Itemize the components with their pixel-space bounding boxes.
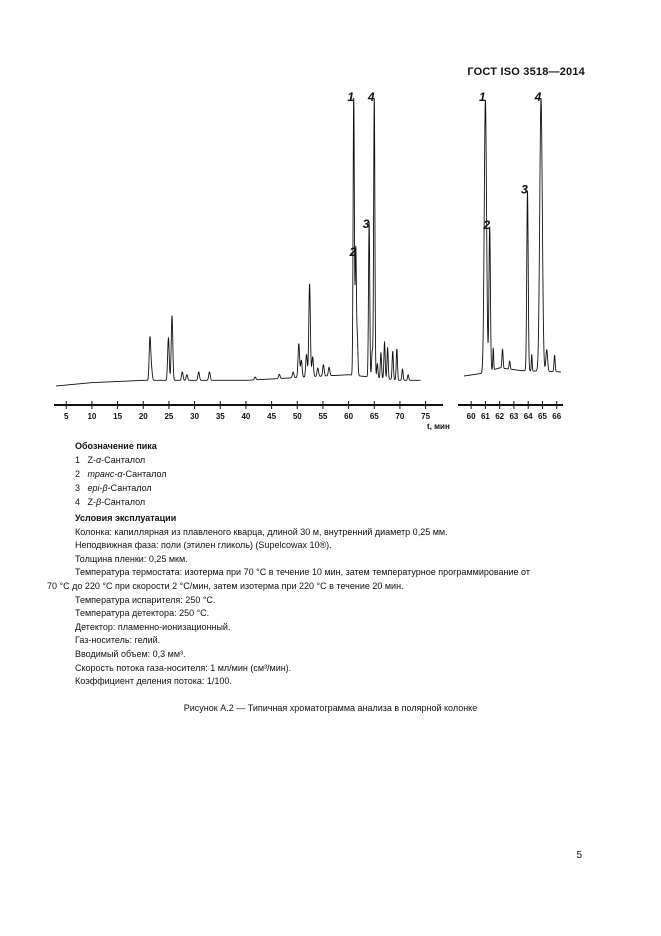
condition-film: Толщина пленки: 0,25 мкм. <box>75 553 188 564</box>
legend-item <box>75 467 167 481</box>
condition-phase: Неподвижная фаза: поли (этилен гликоль) (Supelcowax 10®). <box>75 540 332 551</box>
x-tick-label: 60 <box>344 412 354 421</box>
legend-item-italic: epi-β <box>87 483 108 493</box>
operating-conditions <box>47 512 595 689</box>
peak-label: 2 <box>349 245 357 260</box>
page-number: 5 <box>576 850 582 861</box>
condition-oven-line-2: 70 °С до 220 °С при скорости 2 °С/мин, затем изотерма при 220 °С в течение 20 мин. <box>47 580 404 591</box>
peak-label: 1 <box>479 90 486 104</box>
legend-item-number: 2 <box>75 469 81 479</box>
x-tick-label: 50 <box>292 412 302 421</box>
x-tick-label: 66 <box>552 412 562 421</box>
x-tick-label: 60 <box>466 412 476 421</box>
x-tick-label: 20 <box>138 412 148 421</box>
x-tick-label: 40 <box>241 412 251 421</box>
legend-item-number: 4 <box>75 497 81 507</box>
document-header: ГОСТ ISO 3518—2014 <box>467 66 585 78</box>
x-tick-label: 65 <box>369 412 379 421</box>
legend-item-suffix: -Санталол <box>101 455 146 465</box>
legend-item-number: 1 <box>75 455 81 465</box>
peak-label: 3 <box>362 216 370 231</box>
condition-injector: Температура испарителя: 250 °С. <box>75 594 216 605</box>
chromatogram-figure <box>0 0 661 440</box>
peak-label: 1 <box>347 90 355 104</box>
x-tick-label: 61 <box>480 412 490 421</box>
figure-caption: Рисунок А.2 — Типичная хроматограмма анализа в полярной колонке <box>183 703 478 713</box>
legend-item-suffix: -Санталол <box>122 469 167 479</box>
x-tick-label: 70 <box>395 412 405 421</box>
x-tick-label: 45 <box>267 412 277 421</box>
main-chromatogram <box>54 90 450 431</box>
peak-label: 3 <box>521 182 528 197</box>
legend-item-italic: транс-α <box>87 469 123 479</box>
legend-item-prefix: Z- <box>87 455 97 465</box>
signal-trace <box>464 99 561 376</box>
x-axis-label: t, мин <box>427 422 450 431</box>
condition-detector-temp: Температура детектора: 250 °С. <box>75 608 210 619</box>
x-tick-label: 75 <box>421 412 431 421</box>
x-tick-label: 15 <box>113 412 123 421</box>
legend-item-suffix: -Санталол <box>107 483 152 493</box>
x-tick-label: 65 <box>538 412 547 421</box>
zoomed-chromatogram <box>458 90 563 421</box>
x-tick-label: 10 <box>87 412 97 421</box>
legend-item-prefix: Z- <box>87 497 97 507</box>
legend-item-italic: β <box>96 497 102 507</box>
x-tick-label: 30 <box>190 412 200 421</box>
legend-item <box>75 495 167 509</box>
peak-label: 4 <box>534 90 542 104</box>
condition-detector: Детектор: пламенно-ионизационный. <box>75 621 231 632</box>
peak-legend <box>75 439 167 509</box>
x-tick-label: 62 <box>495 412 505 421</box>
legend-item-italic: α <box>96 455 102 465</box>
signal-trace <box>56 98 420 386</box>
condition-oven-line-1: Температура термостата: изотерма при 70 °С в течение 10 мин, затем температурное программирование от <box>75 567 530 578</box>
legend-title: Обозначение пика <box>75 441 157 451</box>
conditions-title: Условия эксплуатации <box>75 513 177 523</box>
legend-item <box>75 481 167 495</box>
legend-item-number: 3 <box>75 483 81 493</box>
condition-column: Колонка: капиллярная из плавленого кварца, длиной 30 м, внутренний диаметр 0,25 мм. <box>75 526 448 537</box>
legend-item-suffix: -Санталол <box>101 497 146 507</box>
condition-flow: Скорость потока газа-носителя: 1 мл/мин (см³/мин). <box>75 662 292 673</box>
x-tick-label: 25 <box>164 412 174 421</box>
x-tick-label: 64 <box>523 412 533 421</box>
peak-label: 4 <box>367 90 375 104</box>
x-tick-label: 55 <box>318 412 328 421</box>
x-tick-label: 63 <box>509 412 519 421</box>
condition-volume: Вводимый объем: 0,3 мм³. <box>75 648 186 659</box>
peak-label: 2 <box>483 217 491 232</box>
legend-item <box>75 453 167 467</box>
condition-carrier: Газ-носитель: гелий. <box>75 635 161 646</box>
condition-split: Коэффициент деления потока: 1/100. <box>75 676 232 687</box>
x-tick-label: 35 <box>215 412 225 421</box>
x-tick-label: 5 <box>64 412 69 421</box>
